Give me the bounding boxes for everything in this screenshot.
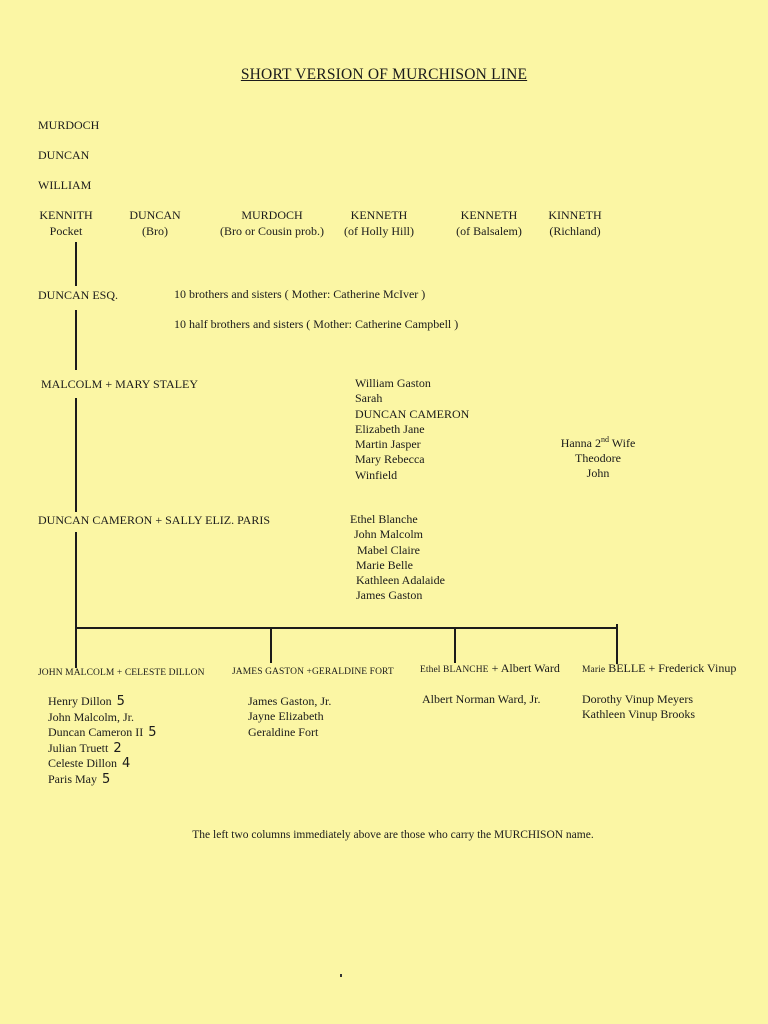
branch-couple-john-malcolm: JOHN MALCOLM + CELESTE DILLON [38,668,205,678]
duncan-cameron-couple: DUNCAN CAMERON + SALLY ELIZ. PARIS [38,513,271,527]
child-row [48,756,157,772]
branch-drop-line [616,624,618,664]
handwritten-mark: 5 [116,694,125,709]
child-name: Marie Belle [356,557,413,572]
couple-name-rest: + Albert Ward [488,661,560,675]
john-malcolm-children-list [48,694,157,787]
member-name: KENNITH [39,208,93,222]
marie-children-list [582,692,695,723]
lineage-connector [75,310,77,370]
child-name: Mabel Claire [357,542,420,557]
kenneth-generation-member [213,207,331,239]
child-row [48,741,157,757]
branch-connector-bar [75,627,618,629]
malcolm-children-list [355,376,469,483]
child-name: Martin Jasper [355,437,421,452]
member-name: DUNCAN [129,208,181,222]
member-name: MURDOCH [241,208,303,222]
wife-word: Wife [609,436,636,450]
child-name: William Gaston [355,376,431,390]
handwritten-mark: 2 [113,740,122,756]
lineage-connector [75,398,77,512]
child-name: Dorothy Vinup Meyers [582,692,694,706]
duncan-cameron-children-list [350,512,445,604]
handwritten-mark: 5 [148,725,157,740]
duncan-esq: DUNCAN ESQ. [38,288,119,302]
child-name: Ethel Blanche [350,512,418,526]
child-name: Geraldine Fort [248,724,319,739]
branch-drop-line [454,627,456,663]
kenneth-generation-member [118,207,192,239]
child-name: DUNCAN CAMERON [355,406,470,421]
second-wife-name: Hanna 2 [560,436,602,450]
couple-name-small: Ethel BLANCHE [420,665,489,675]
branch-couple-marie [582,661,736,678]
child-name: Kathleen Vinup Brooks [582,707,696,722]
ordinal-suffix: nd [601,435,610,444]
member-note: (Bro) [142,224,168,238]
child-row [48,694,157,710]
child-name: Kathleen Adalaide [356,573,445,588]
malcolm-couple: MALCOLM + MARY STALEY [41,377,199,391]
member-name: KINNETH [548,208,602,222]
child-name: Mary Rebecca [355,452,425,467]
branch-drop-line [270,627,272,663]
child-name: Julian Truett [48,740,109,755]
child-row [48,725,157,741]
page-title: SHORT VERSION OF MURCHISON LINE [240,66,528,83]
james-gaston-children-list [248,694,331,740]
child-name: James Gaston, Jr. [248,694,332,708]
second-wife-label [548,435,648,451]
branch-couple-james-gaston: JAMES GASTON +GERALDINE FORT [232,667,394,677]
kenneth-generation-member [34,207,98,239]
child-name: Sarah [355,391,383,406]
paper-speck [340,974,342,977]
child-name: Elizabeth Jane [355,421,425,436]
ancestor-duncan: DUNCAN [38,148,90,162]
child-name: Henry Dillon [48,694,112,708]
child-row [48,772,157,788]
branch-couple-ethel [420,661,560,678]
child-name: John Malcolm, Jr. [48,709,134,724]
child-name: John [586,466,610,481]
child-name: Jayne Elizabeth [248,709,324,724]
member-note: (of Balsalem) [456,224,522,238]
member-note: (Richland) [549,224,601,238]
second-wife-group [548,435,648,482]
member-name: KENNETH [350,208,408,222]
child-name: Albert Norman Ward, Jr. [422,692,541,706]
child-name: Celeste Dillon [48,756,117,770]
handwritten-mark: 5 [102,771,111,787]
lineage-connector [75,532,77,668]
couple-name-small: Marie [582,665,606,675]
member-note: (Bro or Cousin prob.) [220,224,324,238]
child-name: James Gaston [356,588,423,603]
couple-name-rest: BELLE + Frederick Vinup [605,661,737,675]
lineage-connector [75,242,77,286]
member-note: (of Holly Hill) [344,224,414,238]
child-name: Paris May [48,771,97,786]
member-note: Pocket [49,224,83,238]
ancestor-murdoch: MURDOCH [38,118,100,132]
ethel-children-list [422,692,540,707]
kenneth-generation-member [448,207,530,239]
handwritten-mark: 4 [122,756,131,771]
siblings-note-1: 10 brothers and sisters ( Mother: Catherine McIver ) [174,287,426,301]
child-name: Duncan Cameron II [48,725,144,739]
child-name: John Malcolm [354,527,423,542]
child-row [48,710,157,726]
child-name: Theodore [575,451,621,465]
kenneth-generation-member [336,207,422,239]
kenneth-generation-member [541,207,609,239]
member-name: KENNETH [460,208,518,222]
child-name: Winfield [355,467,398,482]
ancestor-william: WILLIAM [38,178,92,192]
footnote: The left two columns immediately above are those who carry the MURCHISON name. [192,829,594,841]
siblings-note-2: 10 half brothers and sisters ( Mother: Catherine Campbell ) [174,317,459,331]
